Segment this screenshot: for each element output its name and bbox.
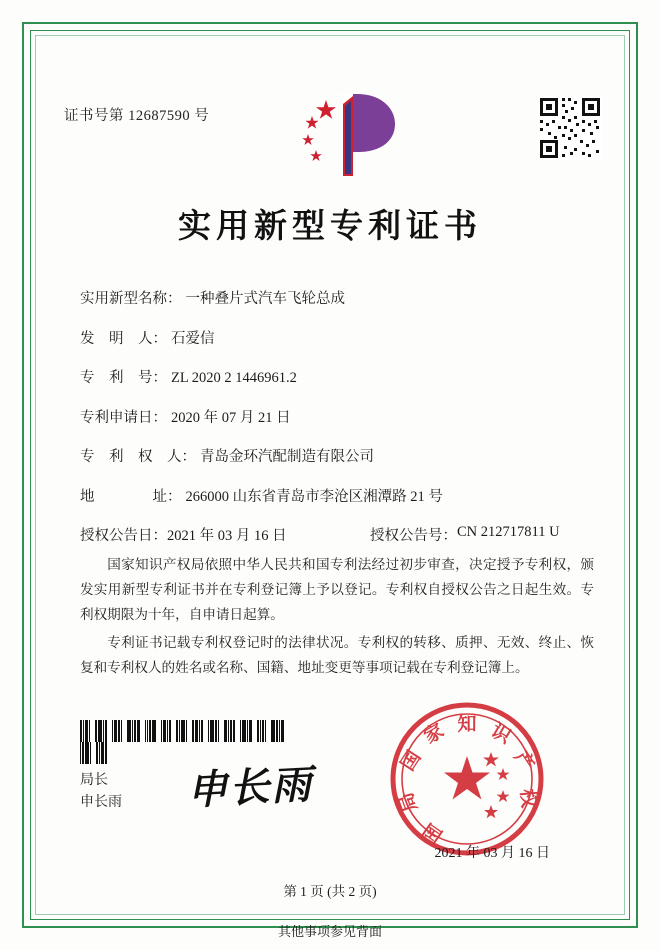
legal-paragraph-1: 国家知识产权局依照中华人民共和国专利法经过初步审查，决定授予专利权，颁发实用新型专利证书并在专利登记簿上予以登记。专利权自授权公告之日起生效。专利权期限为十年，自申请日起算。 (80, 557, 594, 622)
field-value: 2020 年 07 月 21 日 (171, 409, 291, 426)
field-value: 青岛金环汽配制造有限公司 (200, 449, 374, 465)
field-address (80, 485, 598, 506)
svg-text:家: 家 (420, 720, 448, 749)
legal-text (80, 552, 594, 683)
field-label: 授权公告号： (370, 528, 457, 544)
field-patent-number (80, 366, 598, 387)
field-grant-date (80, 524, 370, 545)
field-value: 一种叠片式汽车飞轮总成 (185, 291, 345, 307)
field-inventor (80, 327, 598, 348)
field-grant-number (370, 524, 560, 545)
svg-text:权: 权 (516, 788, 539, 809)
page-number: 第 1 页 (共 2 页) (283, 884, 377, 899)
seal-date: 2021 年 03 月 16 日 (434, 846, 550, 861)
footer-note: 其他事项参见背面 (277, 924, 382, 939)
field-value: 266000 山东省青岛市李沧区湘潭路 21 号 (185, 488, 443, 505)
qr-code-icon (538, 96, 602, 160)
certificate-content (52, 52, 608, 898)
svg-text:知: 知 (457, 714, 477, 735)
svg-text:国: 国 (397, 747, 426, 775)
legal-paragraph-2: 专利证书记载专利权登记时的法律状况。专利权的转移、质押、无效、终止、恢复和专利权人的姓名或名称、国籍、地址变更等事项记载在专利登记簿上。 (80, 635, 594, 675)
director-name: 申长雨 (80, 795, 122, 810)
patent-office-emblem-icon (295, 90, 413, 182)
official-seal-icon (388, 700, 546, 858)
barcode (80, 720, 285, 742)
director-title: 局长 (80, 773, 108, 788)
field-label: 专 利 号： (80, 370, 167, 386)
svg-text:局: 局 (395, 789, 422, 815)
certificate-number: 证书号第 12687590 号 (64, 108, 210, 124)
field-label: 发 明 人： (80, 330, 167, 347)
svg-text:国: 国 (419, 818, 447, 847)
field-utility-model-name (80, 287, 598, 308)
field-label: 实用新型名称： (80, 291, 182, 307)
field-label: 授权公告日： (80, 528, 167, 544)
field-label: 专 利 权 人： (80, 449, 196, 465)
signature-labels (80, 770, 122, 814)
field-value: 2021 年 03 月 16 日 (167, 528, 287, 544)
field-patentee (80, 445, 598, 466)
field-label: 专利申请日： (80, 409, 167, 426)
field-label: 地 址： (80, 488, 182, 505)
field-value: 石爱信 (171, 330, 215, 347)
page-title: 实用新型专利证书 (178, 209, 482, 245)
svg-text:识: 识 (487, 720, 515, 749)
field-value: ZL 2020 2 1446961.2 (171, 370, 297, 386)
svg-text:产: 产 (509, 747, 538, 775)
field-application-date (80, 406, 598, 427)
handwritten-signature: 申长雨 (186, 761, 315, 814)
field-value: CN 212717811 U (457, 524, 560, 540)
field-list (80, 287, 598, 564)
field-grant-row (80, 524, 598, 545)
